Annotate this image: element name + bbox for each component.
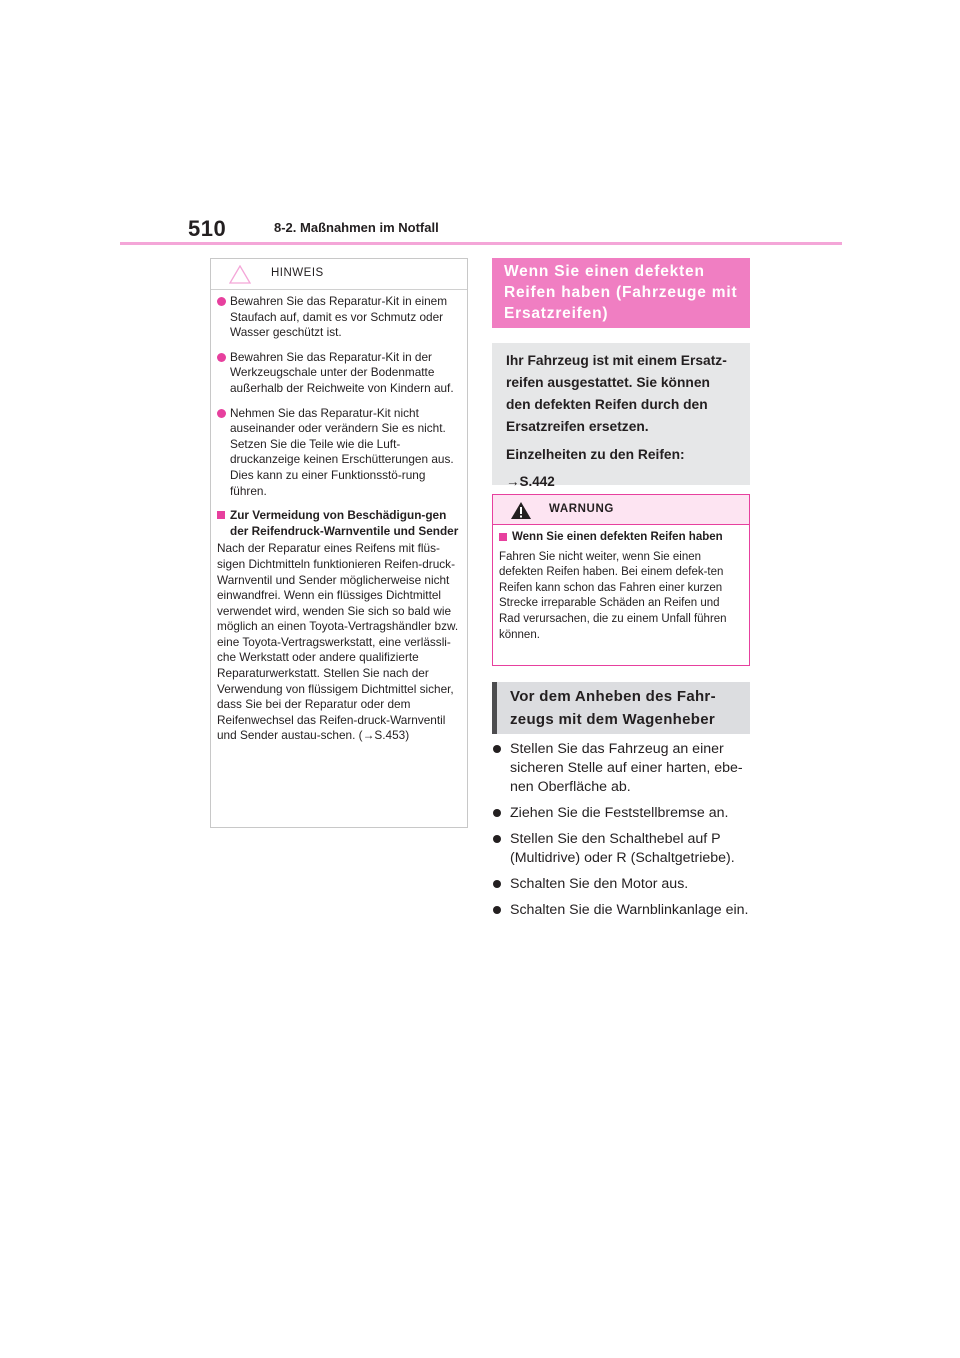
warning-paragraph: Fahren Sie nicht weiter, wenn Sie einen defekten Reifen haben. Bei einem defek-ten Reifen kann schon das Fahren einer kurzen Strecke irreparable Schäden an Reifen und Rad verursachen, die zu einem Unfall führen können. xyxy=(499,550,727,641)
warning-label: WARNUNG xyxy=(549,503,614,515)
bullet-icon xyxy=(217,409,226,418)
note-subheading-text: Zur Vermeidung von Beschädigun-gen der Reifendruck-Warnventile und Sender xyxy=(230,508,459,538)
list-item xyxy=(492,901,754,920)
list-item xyxy=(492,875,754,894)
note-header xyxy=(211,259,467,290)
warning-header xyxy=(493,495,749,525)
page-number: 510 xyxy=(188,216,227,241)
step-text: Schalten Sie den Motor aus. xyxy=(510,876,689,892)
list-item xyxy=(492,804,754,823)
warning-icon xyxy=(510,501,532,520)
warning-subheading xyxy=(499,530,743,546)
warning-body xyxy=(493,525,749,643)
jack-steps-list xyxy=(492,740,754,927)
note-label: HINWEIS xyxy=(271,267,324,279)
warning-subheading-text: Wenn Sie einen defekten Reifen haben xyxy=(512,531,723,543)
step-text: Schalten Sie die Warnblinkanlage ein. xyxy=(510,902,749,918)
square-bullet-icon xyxy=(499,533,507,541)
note-item-text: Bewahren Sie das Reparatur-Kit in einem Staufach auf, damit es vor Schmutz oder Wasser geschützt ist. xyxy=(230,294,448,340)
warning-box xyxy=(492,494,750,666)
bullet-icon xyxy=(493,745,501,753)
jack-heading: Vor dem Anheben des Fahr-zeugs mit dem Wagenheber xyxy=(492,682,750,734)
header-rule xyxy=(120,242,842,245)
note-body xyxy=(211,290,467,744)
step-text: Ziehen Sie die Feststellbremse an. xyxy=(510,805,729,821)
note-item xyxy=(217,406,459,500)
section-title: 8-2. Maßnahmen im Notfall xyxy=(274,220,439,235)
note-item xyxy=(217,294,459,341)
spare-tire-info-text: Ihr Fahrzeug ist mit einem Ersatz-reifen ausgestattet. Sie können den defekten Reifen durch den Ersatzreifen ersetzen. xyxy=(506,353,727,434)
square-bullet-icon xyxy=(217,511,225,519)
note-subheading xyxy=(217,508,459,539)
list-item xyxy=(492,830,754,868)
note-box xyxy=(210,258,468,828)
note-item-text: Nehmen Sie das Reparatur-Kit nicht auseinander oder verändern Sie es nicht. Setzen Sie die Teile wie die Luft-druckanzeige keinen Erschütterungen aus. Dies kann zu einer Funktionsstö-rung führen. xyxy=(230,405,454,498)
note-item-text: Bewahren Sie das Reparatur-Kit in der Werkzeugschale unter der Bodenmatte außerhalb der Reichweite von Kindern auf. xyxy=(230,349,454,395)
bullet-icon xyxy=(493,880,501,888)
note-item xyxy=(217,350,459,397)
spare-tire-heading: Wenn Sie einen defekten Reifen haben (Fahrzeuge mit Ersatzreifen) xyxy=(492,258,750,328)
bullet-icon xyxy=(217,353,226,362)
tire-details-label: Einzelheiten zu den Reifen: xyxy=(506,447,685,462)
spare-tire-info xyxy=(492,343,750,489)
list-item xyxy=(492,740,754,797)
caution-icon xyxy=(229,265,251,284)
page-header xyxy=(120,210,842,250)
step-text: Stellen Sie das Fahrzeug an einer sicheren Stelle auf einer harten, ebe-nen Oberfläche ab. xyxy=(510,741,743,795)
tire-details-link[interactable]: →S.442 xyxy=(506,474,555,489)
bullet-icon xyxy=(493,809,501,817)
bullet-icon xyxy=(217,297,226,306)
bullet-icon xyxy=(493,906,501,914)
bullet-icon xyxy=(493,835,501,843)
note-paragraph: Nach der Reparatur eines Reifens mit flüs-sigen Dichtmitteln funktionieren Reifen-druck-Warnventil und Sender möglicherweise nicht einwandfrei. Wenn ein flüssiges Dichtmittel verwendet wird, wenden Sie sich so bald wie möglich an einen Toyota-Vertragshändler bzw. eine Toyota-Vertragswerkstatt, eine verlässli-che Werkstatt oder andere qualifizierte Reparaturwerkstatt. Stellen Sie nach der Verwendung von flüssigem Dichtmittel sicher, dass Sie bei der Reparatur oder dem Reifenwechsel das Reifen-druck-Warnventil und Sender austau-schen. (→S.453) xyxy=(217,541,459,743)
step-text: Stellen Sie den Schalthebel auf P (Multidrive) oder R (Schaltgetriebe). xyxy=(510,831,735,866)
